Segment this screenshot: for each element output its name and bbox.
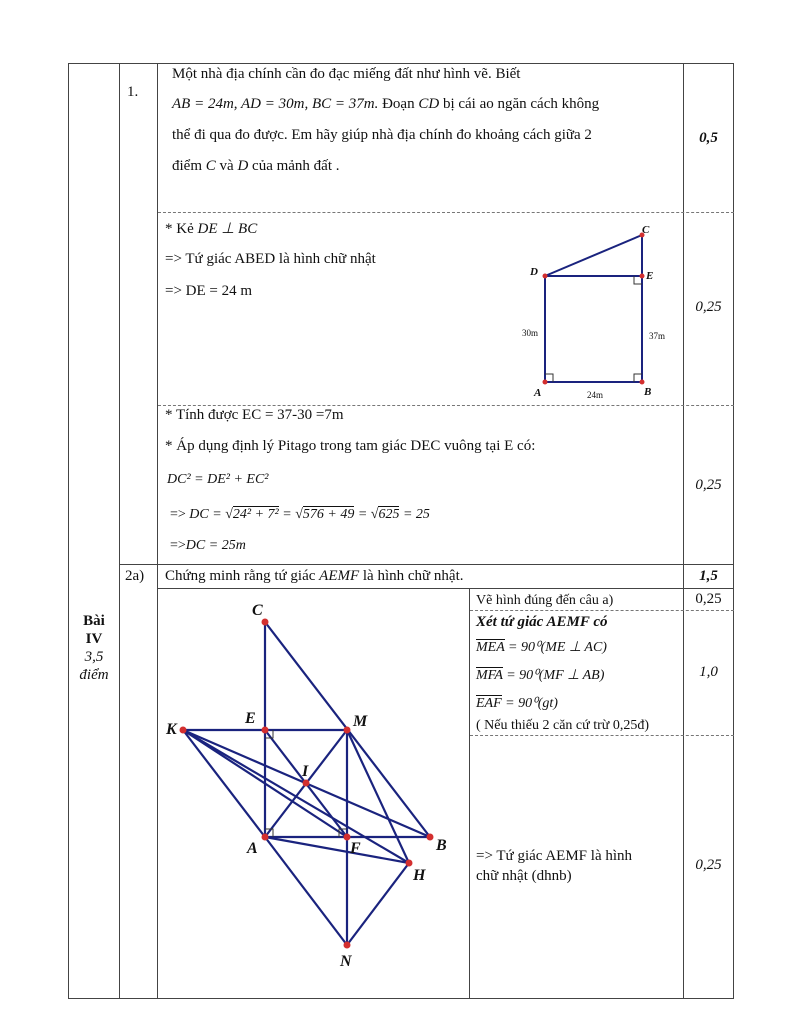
fig2-label-i: I	[302, 763, 309, 780]
q1-step1-prefix: * Kẻ	[165, 221, 198, 237]
q2a-score-total: 1,5	[699, 568, 718, 584]
q2a-note: ( Nếu thiếu 2 căn cứ trừ 0,25đ)	[476, 718, 650, 733]
table-row-divider-2a	[119, 564, 734, 565]
q2a-conclusion-score: 0,25	[695, 857, 722, 873]
q2a-task-math: AEMF	[319, 568, 360, 584]
q1-step2-eq2-end: = 25	[399, 507, 430, 522]
q2a-angle3-val: = 90⁰(gt)	[501, 696, 558, 711]
q1-step2-eq2-r3: 625	[378, 507, 400, 522]
q1-step2-eq2-eq1: =	[278, 507, 296, 522]
fig1-bc-length: 37m	[649, 331, 666, 341]
table-border-right	[733, 63, 734, 999]
fig2-label-f: F	[350, 840, 361, 857]
rectangle-proof-figure	[158, 595, 468, 995]
q1-seg-text: Đoạn	[378, 96, 419, 112]
section-label	[69, 612, 119, 684]
q2a-angle1-name: MEA	[476, 640, 505, 655]
q1-step1-score: 0,25	[695, 299, 722, 315]
q2a-draw-score: 0,25	[695, 591, 722, 607]
sqrt-sign-2: √	[295, 507, 303, 522]
q1-step2-eq3-text: DC = 25m	[185, 538, 246, 553]
fig2-label-e: E	[245, 710, 256, 727]
fig2-label-c: C	[252, 602, 263, 619]
q2a-task-suffix: là hình chữ nhật.	[359, 568, 464, 584]
table-col-2a-answer	[469, 588, 470, 999]
q1-step2-eq2-r2: 576 + 49	[302, 507, 355, 522]
fig2-label-b: B	[436, 837, 447, 854]
land-figure	[510, 218, 680, 404]
fig1-ad-length: 30m	[522, 328, 539, 338]
q1-step2-eq3-prefix: =>	[170, 538, 186, 553]
q1-pt-text: điểm	[172, 158, 206, 174]
table-row-divider-2a-head	[157, 588, 734, 589]
fig1-label-d: D	[530, 266, 538, 278]
fig1-label-c: C	[642, 224, 650, 236]
q2a-angle3-name: EAF	[476, 696, 502, 711]
q1-step2-line1: * Tính được EC = 37-30 =7m	[165, 407, 344, 423]
q1-pt-d: D	[237, 158, 249, 174]
q1-pt-c: C	[205, 158, 216, 174]
section-unit: điểm	[79, 667, 109, 683]
q2a-angle2-name: MFA	[476, 668, 503, 683]
q1-step2-eq1: DC² = DE² + EC²	[167, 472, 269, 487]
dash-q1-1	[158, 212, 734, 213]
q2a-draw: Vẽ hình đúng đến câu a)	[476, 593, 614, 608]
q2a-angle-score: 1,0	[699, 664, 718, 680]
sqrt-sign-1: √	[225, 507, 233, 522]
fig1-label-b: B	[644, 386, 652, 398]
q1-step2-eq2-eq2: =	[354, 507, 371, 522]
fig1-ab-length: 24m	[587, 390, 604, 400]
q1-number: 1.	[127, 84, 139, 100]
q1-problem-line4	[172, 156, 340, 176]
q1-step2-eq2-prefix: =>	[170, 507, 190, 522]
q2a-angle1	[476, 638, 607, 658]
q1-step2-line2: * Áp dụng định lý Pitago trong tam giác DEC vuông tại E có:	[165, 438, 536, 454]
sqrt-sign-3: √	[370, 507, 379, 522]
section-points: 3,5	[84, 649, 104, 665]
fig1-label-e: E	[646, 270, 654, 282]
q1-score: 0,5	[699, 130, 718, 146]
q2a-angle3	[476, 694, 558, 714]
q1-step2-eq2-r1: 24² + 7²	[232, 507, 279, 522]
fig2-label-a: A	[247, 840, 258, 857]
q2a-conclusion-line2: chữ nhật (dhnb)	[476, 868, 572, 884]
fig1-label-a: A	[534, 387, 542, 399]
q2a-consider: Xét tứ giác AEMF có	[476, 614, 608, 630]
fig2-label-n: N	[340, 953, 352, 970]
fig2-label-m: M	[353, 713, 368, 730]
q2a-number: 2a)	[125, 568, 145, 584]
section-roman: IV	[85, 631, 103, 647]
q1-step2-score: 0,25	[695, 477, 722, 493]
q1-step2-eq3	[170, 536, 246, 556]
q1-problem-line3: thể đi qua đo được. Em hãy giúp nhà địa chính đo khoảng cách giữa 2	[172, 127, 592, 143]
q1-step1-line1	[165, 219, 257, 239]
table-col-1	[119, 63, 120, 999]
q2a-task	[165, 566, 464, 586]
q1-step1-math: DE ⊥ BC	[197, 221, 258, 237]
q1-step1-line2: => Tứ giác ABED là hình chữ nhật	[165, 251, 376, 267]
q2a-task-prefix: Chứng minh rằng tứ giác	[165, 568, 320, 584]
q2a-angle1-val: = 90⁰(ME ⊥ AC)	[504, 640, 607, 655]
q2a-angle2	[476, 666, 604, 686]
table-border-bottom	[68, 998, 734, 999]
q1-step1-line3: => DE = 24 m	[165, 283, 253, 299]
q1-step2-eq2	[170, 505, 430, 525]
q1-pt-end: của mảnh đất .	[248, 158, 340, 174]
q2a-conclusion-line1: => Tứ giác AEMF là hình	[476, 848, 633, 864]
q1-pt-and: và	[215, 158, 238, 174]
q1-seg-rest: bị cái ao ngăn cách không	[439, 96, 600, 112]
section-label-text: Bài	[83, 613, 105, 629]
table-border-left	[68, 63, 69, 999]
q1-seg-cd: CD	[418, 96, 440, 112]
fig2-label-h: H	[413, 867, 426, 884]
q1-step2-eq2-a: DC =	[189, 507, 226, 522]
q2a-angle2-val: = 90⁰(MF ⊥ AB)	[502, 668, 605, 683]
q1-problem-line1: Một nhà địa chính cần đo đạc miếng đất như hình vẽ. Biết	[172, 66, 521, 82]
q1-problem-line2	[172, 94, 599, 114]
fig2-label-k: K	[166, 721, 177, 738]
q1-given: AB = 24m, AD = 30m, BC = 37m.	[172, 96, 379, 112]
